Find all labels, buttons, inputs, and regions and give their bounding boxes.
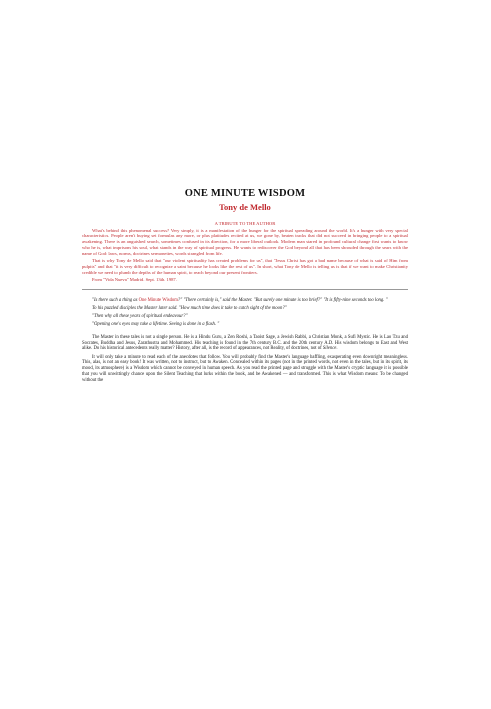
dialogue-line-3: "Then why all these years of spiritual endeavour?" (92, 314, 188, 319)
body-paragraph-1 (82, 335, 408, 352)
body-paragraph-1-end: . (336, 346, 338, 352)
document-title: ONE MINUTE WISDOM (184, 188, 306, 199)
dialogue-line-1-rest: ?" "There certainly is," said the Master. "But surely one minute is too brief?" "It is fifty-nine seconds too long. " (177, 298, 388, 304)
dialogue-line-2: To his puzzled disciples the Master later said. "How much time does it take to catch sight of the moon?" (92, 306, 287, 312)
document-author: Tony de Mello (219, 202, 271, 212)
dialogue-line-4: "Opening one's eyes may take a lifetime. Seeing is done in a flash. " (92, 321, 220, 327)
body-section (82, 335, 408, 384)
tribute-section (82, 221, 408, 283)
body-paragraph-1-italic: Silence (322, 346, 337, 352)
one-minute-wisdom-highlight: One Minute Wisdom (138, 298, 178, 304)
tribute-paragraph-2: That is why Tony de Mello said that "our violent spirituality has created problems for us", that "Jesus Christ has got a bad name because of what is said of Him from pulpits" and that "it is very difficult to recognize a saint because he looks like the rest of us". In short, what Tony de Mello is telling us is that if we want to make Christianity credible we need to plumb the depths of the human spirit, to reach beyond our present frontiers. (82, 258, 408, 275)
tribute-source: From "Vida Nueva" Madrid. Sept. 13th. 1987. (92, 277, 177, 283)
dialogue-section (82, 298, 408, 328)
section-divider (82, 289, 408, 290)
dialogue-line-1 (82, 298, 408, 304)
dialogue-line-1-start: "Is there such a thing as (92, 298, 139, 304)
body-paragraph-2: It will only take a minute to read each of the anecdotes that follow. You will probably find the Master's language baffling, exasperating even downright meaningless. This, alas, is not an easy book! It was written, not to instruct, but to Awaken. Concealed within its pages (not in the printed words, not even in the tales, but in its spirit, its mood, its atmosphere) is a Wisdom which cannot be conveyed in human speech. As you read the printed page and struggle with the Master's cryptic language it is possible that you will unwittingly chance upon the Silent Teaching that lurks within the book, and be Awakened — and transformed. This is what Wisdom means: To be changed without the (82, 354, 408, 383)
body-paragraph-1-text: The Master in these tales is not a single person. He is a Hindu Guru, a Zen Roshi, a Taoist Sage, a Jewish Rabbi, a Christian Monk, a Sufi Mystic. He is Lao Tzu and Socrates, Buddha and Jesus, Zarathustra and Mohammed. His teaching is found in the 7th century B.C. and the 20th century A.D. His wisdom belongs to East and West alike. Do his historical antecedents really matter? History, after all, is the record of appearances, not Reality, of doctrines, not of (82, 334, 408, 352)
tribute-heading: A TRIBUTE TO THE AUTHOR (214, 221, 276, 226)
document-page (82, 188, 408, 386)
tribute-paragraph-1: What's behind this phenomenal success? Very simply, it is a manifestation of the hunger for the spiritual spreading around the world. It's a hunger with very special characteristics. People aren't buying set formulas any more, or plus platitudes recited at us, we gone by, beaten tracks that did not succeed in bringing people to a spiritual awakening. There is an anguished search, sometimes confused in its direction, for a more liberal outlook. Modern man stared in profound cultural change first wants to know who he is, what imprisons his soul, what stands in the way of spiritual progress. He wants to rediscover the God beyond all that has been shrouded through the sears with the name of God: laws, norms, doctrines sermonettes, words strangled from life. (82, 227, 408, 256)
